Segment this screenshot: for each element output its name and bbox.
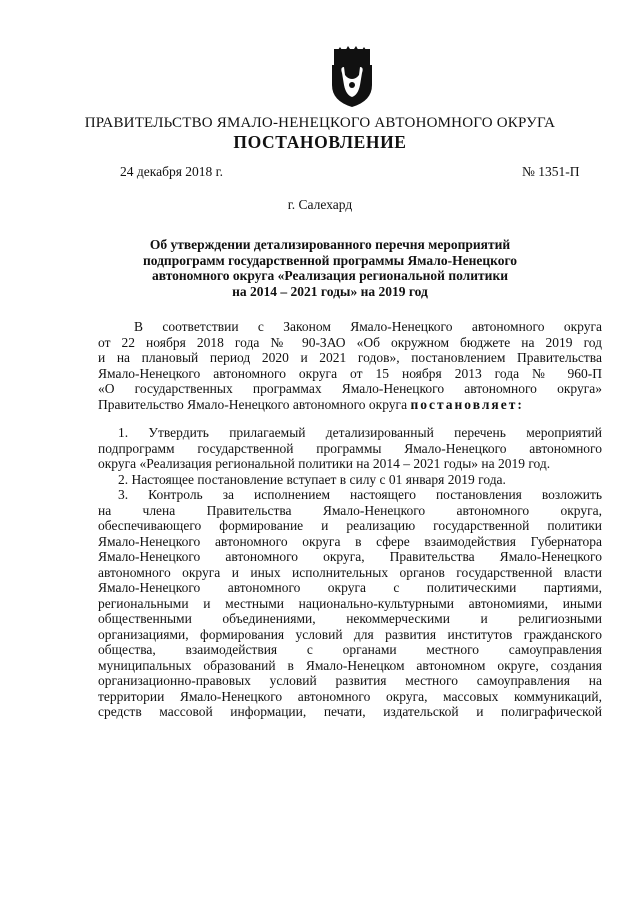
preamble-last-text: Правительство Ямало-Ненецкого автономного округа (98, 396, 411, 412)
text-line: организациями, формирования условий для развития институтов гражданского (98, 626, 602, 642)
text-line: на члена Правительства Ямало-Ненецкого автономного округа, (98, 502, 602, 518)
text-line: Ямало-Ненецкого автономного округа от 15 ноября 2013 года № 960-П (98, 365, 602, 381)
text-line: «О государственных программах Ямало-Ненецкого автономного округа» (98, 381, 602, 396)
text-line: общественными объединениями, некоммерческими и религиозными (98, 611, 602, 626)
subject-line: Об утверждении детализированного перечня мероприятий (149, 237, 511, 252)
text-line: общества, взаимодействия с органами местного самоуправления (98, 642, 602, 657)
subject-line: автономного округа «Реализация региональной политики (152, 268, 508, 283)
government-name: ПРАВИТЕЛЬСТВО ЯМАЛО-НЕНЕЦКОГО АВТОНОМНОГО ОКРУГА (84, 115, 556, 131)
text-line: округа «Реализация региональной политики на 2014 – 2021 годы» на 2019 год. (98, 456, 551, 471)
text-line: организационно-правовых условий развития местного самоуправления на (98, 673, 602, 688)
text-line: муниципальных образований в Ямало-Ненецком автономном округе, создания (98, 657, 602, 673)
document-subject (120, 237, 540, 299)
text-line (98, 397, 602, 413)
text-line: автономного округа и иных исполнительных органов государственной власти (98, 564, 602, 580)
item-3-paragraph (98, 487, 602, 720)
text-line: 1. Утвердить прилагаемый детализированный перечень мероприятий (118, 425, 602, 440)
text-line: от 22 ноября 2018 года № 90-ЗАО «Об окружном бюджете на 2019 год (98, 334, 602, 350)
text-line: Ямало-Ненецкого автономного округа в сфере взаимодействия Губернатора (98, 533, 602, 549)
coat-of-arms-emblem-icon (326, 45, 378, 109)
item-2-paragraph: 2. Настоящее постановление вступает в силу с 01 января 2019 года. (118, 471, 506, 487)
document-number: № 1351-П (522, 164, 580, 179)
subject-line: подпрограмм государственной программы Ямало-Ненецкого (142, 252, 518, 268)
text-line: 3. Контроль за исполнением настоящего постановления возложить (118, 487, 602, 502)
text-line: Ямало-Ненецкого автономного округа, Правительства Ямало-Ненецкого (98, 549, 602, 564)
document-date: 24 декабря 2018 г. (120, 164, 224, 179)
item-1-paragraph (98, 425, 602, 472)
text-line: территории Ямало-Ненецкого автономного округа, массовых коммуникаций, (98, 688, 602, 704)
preamble-paragraph (98, 319, 602, 412)
text-line: В соответствии с Законом Ямало-Ненецкого автономного округа (134, 319, 602, 334)
text-line: и на плановый период 2020 и 2021 годов», постановлением Правительства (98, 350, 602, 365)
text-line: региональными и местными национально-культурными автономиями, иными (98, 595, 602, 611)
document-body (98, 319, 602, 720)
subject-line: на 2014 – 2021 годы» на 2019 год (232, 283, 428, 299)
text-line: обеспечивающего формирование и реализацию государственной политики (98, 518, 602, 533)
decree-word: постановляет: (410, 396, 524, 412)
document-city: г. Салехард (287, 197, 353, 212)
text-line: подпрограмм государственной программы Ямало-Ненецкого автономного (98, 440, 602, 456)
document-type-title: ПОСТАНОВЛЕНИЕ (233, 132, 407, 152)
text-line: средств массовой информации, печати, издательской и полиграфической (98, 704, 602, 719)
text-line: Ямало-Ненецкого автономного округа с политическими партиями, (98, 580, 602, 595)
